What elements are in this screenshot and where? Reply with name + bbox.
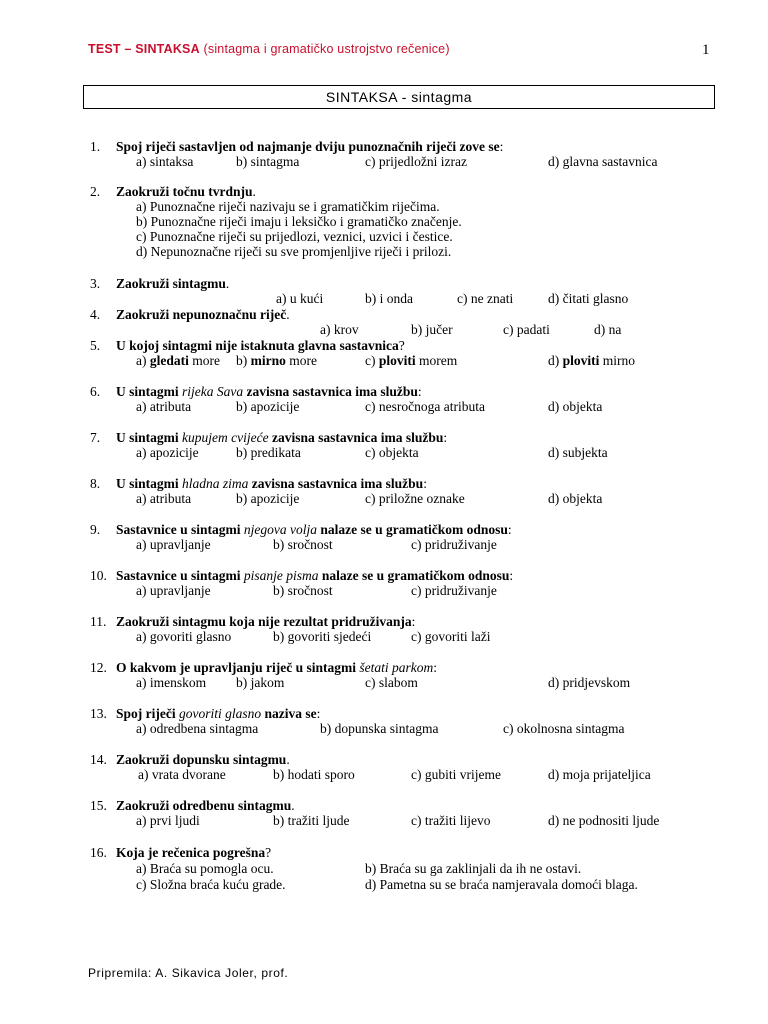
question-punctuation: : (316, 706, 321, 721)
answer-option-rest: more (188, 353, 220, 368)
question-punctuation: . (291, 798, 295, 813)
question-stem-text: zavisna sastavnica ima službu (268, 430, 444, 445)
answer-option[interactable]: d) objekta (548, 491, 603, 506)
question-number: 2. (90, 184, 101, 199)
question-stem (116, 706, 320, 721)
answer-option[interactable]: a) atributa (136, 491, 192, 506)
answer-option[interactable]: d) moja prijateljica (548, 767, 651, 782)
answer-option[interactable]: c) padati (503, 322, 550, 337)
question-stem-text: Spoj riječi sastavljen od najmanje dviju punoznačnih riječi zove se (116, 139, 500, 154)
answer-option[interactable]: b) predikata (236, 445, 301, 460)
question-punctuation: : (443, 430, 448, 445)
answer-option[interactable]: b) Punoznačne riječi imaju i leksičko i gramatičko značenje. (136, 214, 462, 229)
question-number: 13. (90, 706, 107, 721)
question-stem-text: zavisna sastavnica ima službu (243, 384, 418, 399)
answer-option[interactable]: a) Punoznačne riječi nazivaju se i gramatičkim riječima. (136, 199, 440, 214)
answer-option[interactable]: d) ne podnositi ljude (548, 813, 660, 828)
header-test-title: TEST – SINTAKSA (88, 42, 200, 56)
question-stem-text: U kojoj sintagmi nije istaknuta glavna sastavnica (116, 338, 399, 353)
answer-option[interactable]: d) glavna sastavnica (548, 154, 658, 169)
question-stem-text: U sintagmi (116, 384, 183, 399)
question-stem-example: njegova volja (243, 522, 317, 537)
answer-option[interactable]: c) Složna braća kuću grade. (136, 877, 286, 892)
question-punctuation: : (417, 384, 422, 399)
question-number: 5. (90, 338, 101, 353)
question-punctuation: . (286, 752, 290, 767)
answer-option[interactable]: a) u kući (276, 291, 324, 306)
question-punctuation: . (286, 307, 290, 322)
answer-option[interactable]: a) govoriti glasno (136, 629, 232, 644)
question-punctuation: : (423, 476, 427, 491)
question-stem (116, 276, 229, 291)
answer-option[interactable]: b) hodati sporo (273, 767, 355, 782)
answer-option[interactable]: d) Nepunoznačne riječi su sve promjenljive riječi i prilozi. (136, 244, 452, 259)
answer-option[interactable]: a) Braća su pomogla ocu. (136, 861, 274, 876)
answer-option[interactable]: a) krov (320, 322, 359, 337)
answer-option[interactable]: a) sintaksa (136, 154, 194, 169)
answer-option-headword: ploviti (378, 353, 416, 368)
question-number: 11. (90, 614, 107, 629)
question-number: 16. (90, 845, 107, 860)
answer-option[interactable]: c) nesročnoga atributa (365, 399, 485, 414)
question-number: 4. (90, 307, 101, 322)
question-punctuation: . (252, 184, 256, 199)
answer-option[interactable]: b) govoriti sjedeći (273, 629, 372, 644)
answer-option-headword: mirno (250, 353, 286, 368)
answer-option[interactable] (365, 353, 457, 368)
answer-option[interactable]: a) prvi ljudi (136, 813, 200, 828)
answer-option[interactable]: c) ne znati (457, 291, 514, 306)
answer-option[interactable]: d) pridjevskom (548, 675, 631, 690)
question-stem-example: šetati parkom (359, 660, 434, 675)
question-number: 6. (90, 384, 101, 399)
question-number: 14. (90, 752, 107, 767)
answer-option[interactable]: b) Braća su ga zaklinjali da ih ne ostavi. (365, 861, 582, 876)
answer-option[interactable]: c) govoriti laži (411, 629, 491, 644)
question-stem-text: Zaokruži sintagmu (116, 276, 226, 291)
question-stem (116, 476, 427, 491)
answer-option[interactable] (548, 353, 635, 368)
question-stem (116, 184, 256, 199)
question-punctuation: : (509, 568, 514, 583)
question-stem-text: O kakvom je upravljanju riječ u sintagmi (116, 660, 360, 675)
answer-option[interactable] (236, 353, 317, 368)
question-number: 7. (90, 430, 101, 445)
answer-option-letter: b) (236, 353, 251, 368)
answer-option[interactable]: b) apozicije (236, 491, 300, 506)
answer-option[interactable]: c) prijedložni izraz (365, 154, 467, 169)
answer-option[interactable]: c) gubiti vrijeme (411, 767, 501, 782)
question-stem-text: zavisna sastavnica ima službu (248, 476, 424, 491)
question-stem (116, 384, 422, 399)
question-punctuation: ? (398, 338, 405, 353)
answer-option-letter: a) (136, 353, 150, 368)
page-number: 1 (702, 42, 710, 58)
question-number: 12. (90, 660, 107, 675)
answer-option-headword: ploviti (562, 353, 600, 368)
question-stem-text: Spoj riječi (116, 706, 179, 721)
question-number: 3. (90, 276, 101, 291)
header-subtitle: (sintagma i gramatičko ustrojstvo rečenice) (203, 42, 450, 56)
question-punctuation: ? (265, 845, 272, 860)
question-stem-example: pisanje pisma (243, 568, 319, 583)
answer-option[interactable]: d) objekta (548, 399, 603, 414)
question-stem (116, 660, 437, 675)
footer-author: Pripremila: A. Sikavica Joler, prof. (88, 966, 289, 980)
answer-option[interactable]: c) objekta (365, 445, 419, 460)
question-stem-text: Sastavnice u sintagmi (116, 522, 244, 537)
question-stem-example: rijeka Sava (182, 384, 244, 399)
answer-option[interactable]: c) tražiti lijevo (411, 813, 491, 828)
question-stem-example: kupujem cvijeće (182, 430, 269, 445)
question-punctuation: . (225, 276, 230, 291)
question-stem-text: U sintagmi (116, 476, 183, 491)
question-stem-text: U sintagmi (116, 430, 183, 445)
question-number: 9. (90, 522, 101, 537)
answer-option[interactable]: d) subjekta (548, 445, 608, 460)
answer-option[interactable]: b) apozicije (236, 399, 300, 414)
answer-option[interactable]: b) sročnost (273, 583, 333, 598)
question-stem-example: hladna zima (182, 476, 249, 491)
answer-option[interactable]: d) Pametna su se braća namjeravala domoći blaga. (365, 877, 638, 892)
answer-option[interactable]: b) sročnost (273, 537, 333, 552)
answer-option[interactable]: a) vrata dvorane (138, 767, 226, 782)
page-title: SINTAKSA - sintagma (83, 85, 715, 109)
question-stem-text: Zaokruži odredbenu sintagmu (116, 798, 292, 813)
question-stem (116, 752, 290, 767)
answer-option-headword: gledati (149, 353, 189, 368)
answer-option[interactable]: a) imenskom (136, 675, 207, 690)
question-stem (116, 568, 513, 583)
question-punctuation: : (411, 614, 416, 629)
answer-option[interactable]: c) priložne oznake (365, 491, 465, 506)
answer-option-rest: mirno (599, 353, 636, 368)
question-number: 10. (90, 568, 107, 583)
question-stem-text: naziva se (261, 706, 317, 721)
question-stem-example: govoriti glasno (179, 706, 262, 721)
question-stem-text: nalaze se u gramatičkom odnosu (318, 568, 510, 583)
answer-option[interactable]: a) upravljanje (136, 583, 211, 598)
question-punctuation: : (499, 139, 504, 154)
question-number: 15. (90, 798, 107, 813)
answer-option[interactable]: d) čitati glasno (548, 291, 629, 306)
answer-option[interactable]: a) atributa (136, 399, 192, 414)
question-stem-text: Koja je rečenica pogrešna (116, 845, 266, 860)
answer-option[interactable]: b) i onda (365, 291, 413, 306)
question-stem (116, 522, 512, 537)
answer-option[interactable]: c) pridruživanje (411, 583, 497, 598)
question-punctuation: : (507, 522, 512, 537)
question-number: 8. (90, 476, 101, 491)
answer-option[interactable]: c) Punoznačne riječi su prijedlozi, veznici, uzvici i čestice. (136, 229, 453, 244)
question-stem (116, 139, 503, 154)
answer-option-letter: d) (548, 353, 563, 368)
answer-option[interactable]: b) sintagma (236, 154, 300, 169)
answer-option-letter: c) (365, 353, 379, 368)
question-stem-text: Zaokruži nepunoznačnu riječ (116, 307, 287, 322)
header-test-label (88, 42, 450, 56)
answer-option[interactable]: b) dopunska sintagma (320, 721, 439, 736)
question-stem (116, 614, 415, 629)
answer-option[interactable]: c) okolnosna sintagma (503, 721, 625, 736)
question-stem-text: Zaokruži dopunsku sintagmu (116, 752, 287, 767)
question-stem (116, 845, 271, 860)
question-punctuation: : (433, 660, 438, 675)
answer-option[interactable] (136, 353, 220, 368)
answer-option[interactable]: a) upravljanje (136, 537, 211, 552)
question-stem-text: Zaokruži točnu tvrdnju (116, 184, 253, 199)
answer-option[interactable]: b) jakom (236, 675, 285, 690)
question-stem-text: nalaze se u gramatičkom odnosu (317, 522, 508, 537)
answer-option[interactable]: b) tražiti ljude (273, 813, 350, 828)
question-stem (116, 338, 405, 353)
question-stem (116, 798, 295, 813)
answer-option[interactable]: c) slabom (365, 675, 418, 690)
question-stem (116, 430, 447, 445)
question-stem-text: Sastavnice u sintagmi (116, 568, 244, 583)
answer-option[interactable]: d) na (594, 322, 622, 337)
question-number: 1. (90, 139, 101, 154)
answer-option[interactable]: a) apozicije (136, 445, 199, 460)
answer-option[interactable]: a) odredbena sintagma (136, 721, 259, 736)
question-stem-text: Zaokruži sintagmu koja nije rezultat pridruživanja (116, 614, 412, 629)
question-stem (116, 307, 290, 322)
answer-option-rest: more (285, 353, 317, 368)
answer-option[interactable]: b) jučer (411, 322, 453, 337)
answer-option[interactable]: c) pridruživanje (411, 537, 497, 552)
answer-option-rest: morem (415, 353, 458, 368)
